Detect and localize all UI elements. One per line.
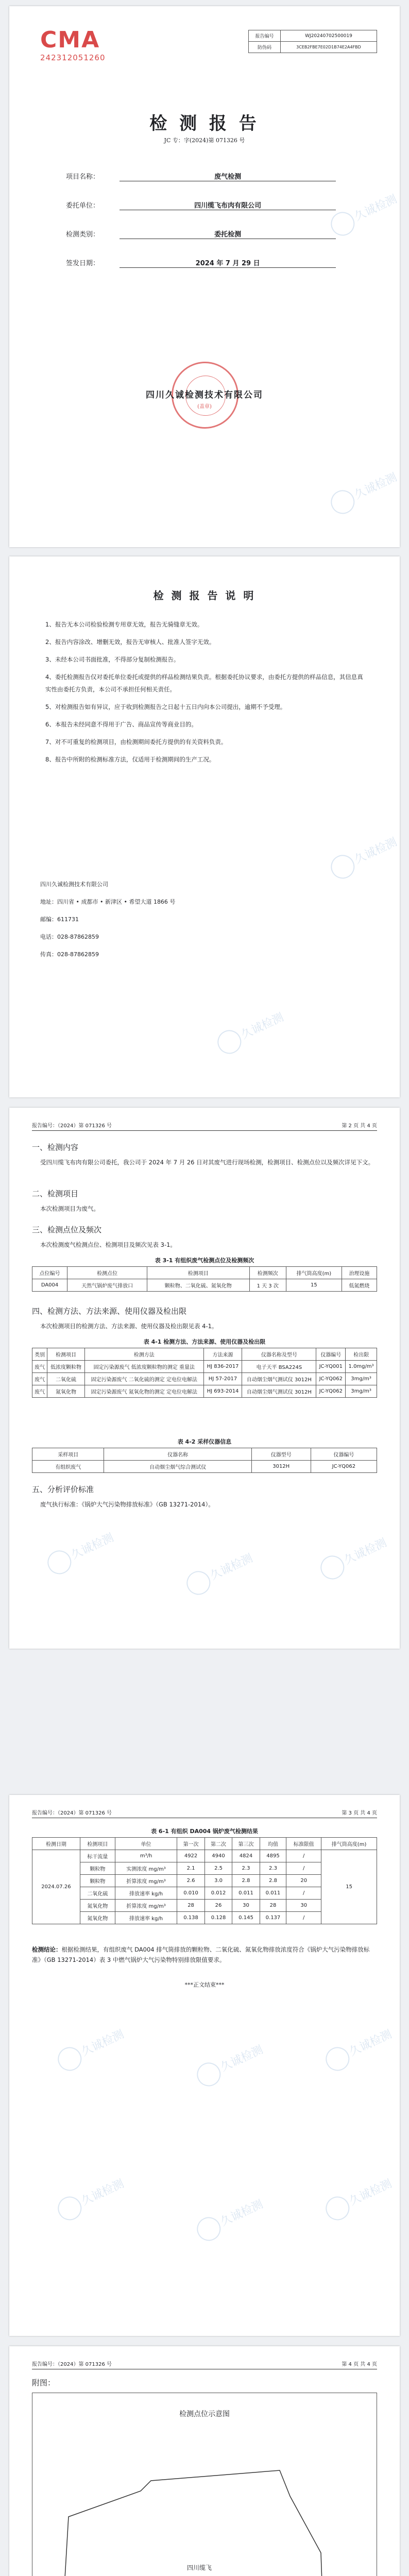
t61-cell: 2.6 — [177, 1875, 204, 1887]
watermark: 久诚检测 — [214, 1006, 288, 1058]
t61-cell: 二氧化硫 — [80, 1887, 115, 1900]
watermark: 久诚检测 — [322, 2173, 397, 2224]
table-4-1-caption: 表 4-1 检测方法、方法来源、使用仪器及检出限 — [143, 1338, 266, 1345]
t31-header: 治理设施 — [342, 1267, 377, 1279]
t31-header: 排气筒高度(m) — [286, 1267, 342, 1279]
page-4-map — [9, 2346, 400, 2576]
t41-header: 检测方法 — [84, 1348, 203, 1361]
company-contact — [40, 876, 175, 963]
t61-cell: 4922 — [177, 1850, 204, 1862]
t61-header: 均值 — [260, 1838, 286, 1850]
conclusion-block — [32, 1944, 377, 1965]
t61-header: 排气筒高度(m) — [321, 1838, 377, 1850]
t61-cell: 30 — [286, 1900, 321, 1912]
table-row — [32, 1361, 377, 1373]
watermark: 久诚检测 — [317, 1532, 391, 1583]
page-header — [32, 1808, 377, 1816]
section-2-text: 本次检测项目为废气。 — [40, 1205, 99, 1212]
t61-cell: 0.137 — [260, 1912, 286, 1924]
header-report-no: 报告编号：（2024）第 071326 号 — [32, 2362, 112, 2367]
page-header — [32, 1121, 377, 1129]
t61-header: 检测日期 — [32, 1838, 80, 1850]
t61-cell: 2.3 — [260, 1862, 286, 1875]
cma-logo-text: CMA — [40, 27, 100, 53]
t61-header: 检测项目 — [80, 1838, 115, 1850]
t41-header: 检测项目 — [47, 1348, 85, 1361]
table-4-2-caption: 表 4-2 采样仪器信息 — [177, 1438, 232, 1445]
client-label: 委托单位： — [66, 202, 100, 210]
project-label: 项目名称： — [66, 173, 100, 181]
table-row — [32, 1385, 377, 1398]
cma-ref: JC 专：字(2024)第 071326 号 — [164, 137, 245, 144]
t41-cell: 废气 — [32, 1361, 47, 1373]
t41-header: 仪器名称及型号 — [242, 1348, 316, 1361]
address-label: 地址： — [40, 899, 57, 905]
watermark: 久诚检测 — [44, 1527, 118, 1578]
t41-cell: HJ 693-2014 — [203, 1385, 242, 1398]
table-row — [32, 1373, 377, 1385]
t41-cell: 低浓度颗粒物 — [47, 1361, 85, 1373]
t41-header: 检出限 — [346, 1348, 377, 1361]
conclusion-title: 检测结论： — [32, 1946, 62, 1953]
t61-cell: 标干流量 — [80, 1850, 115, 1862]
t41-cell: 废气 — [32, 1385, 47, 1398]
t41-cell: 废气 — [32, 1373, 47, 1385]
fax-label: 传真： — [40, 951, 57, 958]
t61-cell: / — [286, 1912, 321, 1924]
t41-cell: 二氧化硫 — [47, 1373, 85, 1385]
t61-cell: 4895 — [260, 1850, 286, 1862]
info-row-project — [66, 171, 343, 184]
header-page-no: 第 4 页 共 4 页 — [342, 2362, 377, 2367]
note-item: 1、报告无本公司检验检测专用章无效，报告无骑缝章无效。 — [45, 621, 203, 628]
t42-header: 仪器编号 — [311, 1448, 377, 1461]
t61-cell: / — [286, 1850, 321, 1862]
table-6-1 — [32, 1837, 377, 1924]
t42-header: 仪器名称 — [104, 1448, 251, 1461]
t31-cell: 天然气锅炉废气排放口 — [67, 1279, 147, 1292]
t61-cell: 2.8 — [232, 1875, 260, 1887]
t61-cell: 3.0 — [204, 1875, 232, 1887]
t31-cell: 1 天 3 次 — [249, 1279, 286, 1292]
t61-cell: 4940 — [204, 1850, 232, 1862]
watermark: 久诚检测 — [327, 188, 400, 240]
table-3-1 — [32, 1266, 377, 1292]
t61-cell: 0.010 — [177, 1887, 204, 1900]
section-5-title: 五、分析评价标准 — [32, 1485, 94, 1494]
t61-cell: m³/h — [115, 1850, 177, 1862]
appendix-label: 附图： — [32, 2378, 56, 2387]
page-cover — [9, 6, 400, 547]
anticounterfeit-code: 3CEB2FBE7E02D1B74E2A4FBD — [281, 42, 377, 53]
site-outline — [32, 2434, 377, 2576]
t61-cell: 排放速率 kg/h — [115, 1887, 177, 1900]
t61-cell: 0.011 — [232, 1887, 260, 1900]
note-item: 8、报告中所附的检测标准方法，仅适用于检测期间的生产工况。 — [45, 756, 215, 763]
page-notes-content — [9, 556, 400, 1097]
t41-cell: JC-YQ001 — [316, 1361, 346, 1373]
issuer-seal-text: (盖章) — [197, 404, 212, 410]
company-name: 四川久诚检测技术有限公司 — [40, 881, 108, 888]
t61-cell: 颗粒物 — [80, 1875, 115, 1887]
t41-header: 方法来源 — [203, 1348, 242, 1361]
t42-header: 仪器型号 — [251, 1448, 311, 1461]
info-row-client — [66, 200, 343, 213]
t61-cell: 20 — [286, 1875, 321, 1887]
map-title: 检测点位示意图 — [179, 2410, 230, 2418]
t61-cell: 折算浓度 mg/m³ — [115, 1875, 177, 1887]
t61-header: 单位 — [115, 1838, 177, 1850]
t41-cell: 固定污染源废气 低浓度颗粒物的测定 重量法 — [84, 1361, 203, 1373]
t31-cell: 颗粒物、二氧化硫、氮氧化物 — [147, 1279, 249, 1292]
t41-cell: JC-YQ062 — [316, 1385, 346, 1398]
t61-cell: 2.3 — [232, 1862, 260, 1875]
t61-cell: 26 — [204, 1900, 232, 1912]
t61-cell: 28 — [260, 1900, 286, 1912]
header-report-no: 报告编号：（2024）第 071326 号 — [32, 1810, 112, 1816]
watermark: 久诚检测 — [183, 1547, 258, 1599]
t31-cell: DA004 — [32, 1279, 67, 1292]
t61-cell: 30 — [232, 1900, 260, 1912]
date-value: 2024 年 7 月 29 日 — [120, 258, 336, 268]
t41-cell: 3mg/m³ — [346, 1373, 377, 1385]
type-label: 检测类别： — [66, 231, 100, 239]
t61-cell: 0.145 — [232, 1912, 260, 1924]
watermark: 久诚检测 — [327, 831, 400, 883]
t41-cell: 固定污染源废气 氮氧化物的测定 定电位电解法 — [84, 1385, 203, 1398]
note-item: 4、委托检测报告仅对委托单位委托或提供的样品检测结果负责。根据委托协议要求，由委托方提供的样品信息，其信息真实性由委托方负责，本公司不承担任何相关责任。 — [45, 673, 363, 693]
section-5-text: 废气执行标准：《锅炉大气污染物排放标准》（GB 13271-2014）。 — [40, 1501, 214, 1508]
postcode: 611731 — [57, 916, 79, 923]
note-item: 6、本报告未经同意不得用于广告、商品宣传等商业目的。 — [45, 721, 197, 728]
t41-cell: 氮氧化物 — [47, 1385, 85, 1398]
t42-cell: 3012H — [251, 1461, 311, 1473]
t61-cell: 氮氧化物 — [80, 1900, 115, 1912]
t41-cell: 电子天平 BSA224S — [242, 1361, 316, 1373]
section-4-text: 本次检测项目的检测方法、方法来源、使用仪器及检出限见表 4-1。 — [40, 1323, 218, 1330]
t31-header: 检测点位 — [67, 1267, 147, 1279]
header-page-no: 第 2 页 共 4 页 — [342, 1123, 377, 1129]
t31-cell: 低氮燃烧 — [342, 1279, 377, 1292]
project-value: 废气检测 — [120, 171, 336, 181]
table-6-1-caption: 表 6-1 有组织 DA004 锅炉废气检测结果 — [151, 1828, 258, 1835]
t61-header: 第一次 — [177, 1838, 204, 1850]
t41-cell: HJ 57-2017 — [203, 1373, 242, 1385]
t42-cell: 自动烟尘烟气综合测试仪 — [104, 1461, 251, 1473]
section-3-text: 本次检测废气检测点位、检测项目及频次见表 3-1。 — [40, 1241, 176, 1248]
t61-cell: 4824 — [232, 1850, 260, 1862]
t61-cell: 0.011 — [260, 1887, 286, 1900]
t61-cell: / — [286, 1887, 321, 1900]
watermark: 久诚检测 — [54, 2023, 129, 2075]
t61-cell: 颗粒物 — [80, 1862, 115, 1875]
t61-cell: 实测浓度 mg/m³ — [115, 1862, 177, 1875]
t61-cell: 0.138 — [177, 1912, 204, 1924]
t41-cell: HJ 836-2017 — [203, 1361, 242, 1373]
header-report-no: 报告编号：（2024）第 071326 号 — [32, 1123, 112, 1129]
notes-list — [45, 618, 364, 766]
t41-cell: JC-YQ062 — [316, 1373, 346, 1385]
report-no: WJ20240702500019 — [281, 30, 377, 42]
building-label: 四川缆飞 — [187, 2564, 212, 2571]
postcode-label: 邮编： — [40, 916, 57, 923]
info-row-date — [66, 258, 343, 271]
table-row — [32, 1279, 377, 1292]
table-4-2 — [32, 1448, 377, 1473]
t61-cell: 28 — [177, 1900, 204, 1912]
watermark: 久诚检测 — [193, 2193, 268, 2245]
page-2-content — [9, 1108, 400, 1649]
t31-header: 检测频次 — [249, 1267, 286, 1279]
t41-header: 类别 — [32, 1348, 47, 1361]
phone: 028-87862859 — [57, 934, 99, 940]
notes-title: 检 测 报 告 说 明 — [153, 589, 256, 602]
report-code-box — [248, 30, 377, 53]
t31-cell: 15 — [286, 1279, 342, 1292]
t61-header: 第三次 — [232, 1838, 260, 1850]
anticounterfeit-label: 防伪码 — [249, 42, 281, 53]
section-1-text: 受四川缆飞布肉有限公司委托，我公司于 2024 年 7 月 26 日对其废气进行现场检测，检测项目、检测点位以及频次详见下文。 — [40, 1159, 374, 1166]
info-row-type — [66, 229, 343, 242]
t61-header: 标准限值 — [286, 1838, 321, 1850]
t61-height: 15 — [321, 1850, 377, 1924]
t61-date: 2024.07.26 — [32, 1850, 80, 1924]
note-item: 3、未经本公司书面批准，不得部分复制检测报告。 — [45, 656, 180, 663]
t42-cell: JC-YQ062 — [311, 1461, 377, 1473]
fax: 028-87862859 — [57, 951, 99, 958]
t61-cell: 2.8 — [260, 1875, 286, 1887]
cma-logo — [40, 27, 117, 62]
page-3-results — [9, 1795, 400, 2336]
table-row — [32, 1850, 377, 1862]
t61-header: 第二次 — [204, 1838, 232, 1850]
conclusion-text: 根据检测结果，有组织废气 DA004 排气筒排放的颗粒物、二氧化硫、氮氧化物排放浓度符合《锅炉大气污染物排放标准》（GB 13271-2014）表 3 中燃气锅炉大气污染物特别排放限值要求。 — [32, 1946, 370, 1963]
t41-cell: 1.0mg/m³ — [346, 1361, 377, 1373]
type-value: 委托检测 — [120, 229, 336, 239]
end-mark: ***正文结束*** — [184, 1981, 225, 1988]
t41-cell: 自动烟尘烟气测试仪 3012H — [242, 1385, 316, 1398]
t41-header: 仪器编号 — [316, 1348, 346, 1361]
t61-cell: 0.128 — [204, 1912, 232, 1924]
t61-cell: 排放速率 kg/h — [115, 1912, 177, 1924]
t61-cell: 2.5 — [204, 1862, 232, 1875]
watermark: 久诚检测 — [54, 2173, 129, 2224]
t41-cell: 固定污染源废气 二氧化硫的测定 定电位电解法 — [84, 1373, 203, 1385]
client-value: 四川缆飞布肉有限公司 — [120, 200, 336, 210]
address: 四川省 • 成都市 • 新津区 • 希望大道 1866 号 — [57, 899, 176, 905]
note-item: 2、报告内容涂改、增删无效，报告无审核人、批准人签字无效。 — [45, 638, 215, 646]
section-2-title: 二、检测项目 — [32, 1189, 79, 1198]
t61-cell: 氮氧化物 — [80, 1912, 115, 1924]
date-label: 签发日期： — [66, 260, 100, 267]
t61-cell: 2.1 — [177, 1862, 204, 1875]
t61-cell: 0.012 — [204, 1887, 232, 1900]
t61-cell: 折算浓度 mg/m³ — [115, 1900, 177, 1912]
t41-cell: 3mg/m³ — [346, 1385, 377, 1398]
note-item: 5、对检测报告如有异议，应于收到检测报告之日起十五日内向本公司提出，逾期不予受理。 — [45, 703, 286, 710]
issuer-name: 四川久诚检测技术有限公司 — [146, 390, 263, 400]
t61-cell: / — [286, 1862, 321, 1875]
table-4-1 — [32, 1348, 377, 1398]
t42-header: 采样项目 — [32, 1448, 104, 1461]
t42-cell: 有组织废气 — [32, 1461, 104, 1473]
map-frame — [32, 2393, 377, 2576]
table-row — [32, 1461, 377, 1473]
phone-label: 电话： — [40, 934, 57, 940]
report-title: 检 测 报 告 — [149, 113, 260, 134]
t31-header: 检测项目 — [147, 1267, 249, 1279]
note-item: 7、对不可重复的检测项目，由检测期间委托方提供的有关资料负责。 — [45, 738, 227, 745]
section-3-title: 三、检测点位及频次 — [32, 1225, 102, 1234]
header-page-no: 第 3 页 共 4 页 — [342, 1810, 377, 1816]
page-header — [32, 2360, 377, 2367]
t31-header: 点位编号 — [32, 1267, 67, 1279]
section-1-title: 一、检测内容 — [32, 1143, 79, 1152]
watermark: 久诚检测 — [193, 2039, 268, 2090]
watermark: 久诚检测 — [327, 466, 400, 518]
section-4-title: 四、检测方法、方法来源、使用仪器及检出限 — [32, 1307, 187, 1316]
cma-cert-number: 242312051260 — [40, 53, 106, 62]
t41-cell: 自动烟尘烟气测试仪 3012H — [242, 1373, 316, 1385]
table-3-1-caption: 表 3-1 有组织废气检测点位及检测频次 — [155, 1257, 254, 1264]
watermark: 久诚检测 — [322, 2023, 397, 2075]
report-no-label: 报告编号 — [249, 30, 281, 42]
